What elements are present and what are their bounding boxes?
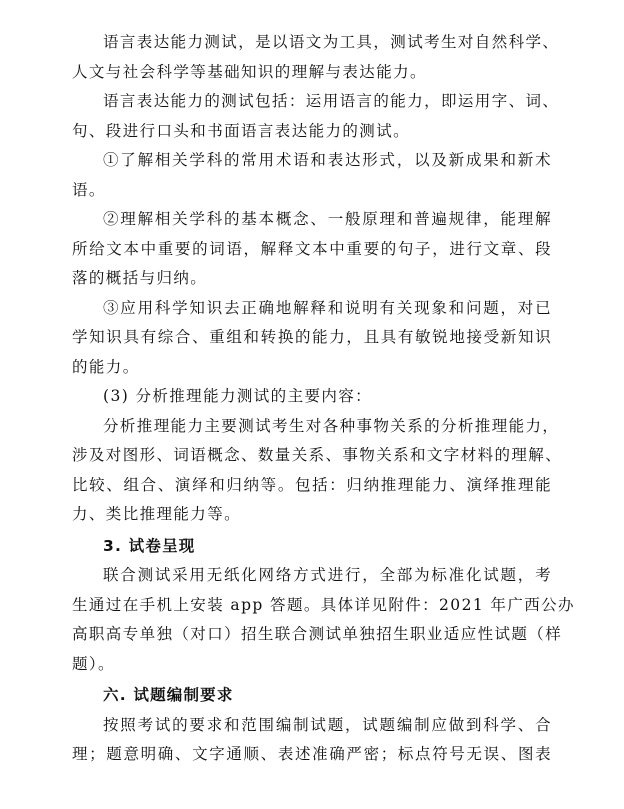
paragraph-item-writing-requirements (72, 711, 552, 770)
text-line: ③应用科学知识去正确地解释和说明有关现象和问题，对已 (103, 298, 552, 317)
text-line: 的能力。 (72, 357, 140, 376)
document-page (72, 28, 575, 770)
paragraph-reasoning-heading (72, 382, 552, 412)
paragraph-item-3 (72, 294, 552, 383)
text-line: 涉及对图形、词语概念、数量关系、事物关系和文字材料的理解、 (72, 446, 563, 464)
text-line: 人文与社会科学等基础知识的理解与表达能力。 (72, 62, 427, 81)
section-heading-item-writing-requirements: 六. 试题编制要求 (103, 686, 234, 704)
text-line: (3) 分析推理能力测试的主要内容： (103, 387, 373, 405)
text-line: ②理解相关学科的基本概念、一般原理和普遍规律，能理解 (103, 210, 552, 228)
paragraph-reasoning-test (72, 412, 563, 530)
text-line: 按照考试的要求和范围编制试题，试题编制应做到科学、合 (103, 715, 552, 734)
paragraph-exam-presentation (72, 561, 575, 679)
text-line: 学知识具有综合、重组和转换的能力，且具有敏锐地接受新知识 (72, 328, 552, 346)
section-heading-exam-presentation: 3. 试卷呈现 (103, 536, 196, 555)
text-line: 语言表达能力测试，是以语文为工具，测试考生对自然科学、 (103, 33, 560, 51)
paragraph-item-1 (72, 146, 552, 205)
paragraph-language-test-scope (72, 87, 560, 146)
text-line: 比较、组合、演绎和归纳等。包括：归纳推理能力、演绎推理能 (72, 475, 552, 494)
text-line: 语言表达能力的测试包括：运用语言的能力，即运用字、词、 (103, 92, 560, 110)
text-line: 语。 (72, 180, 106, 199)
text-line: 题）。 (72, 654, 115, 673)
text-line: 高职高专单独（对口）招生联合测试单独招生职业适应性试题（样 (72, 625, 563, 643)
text-line: ①了解相关学科的常用术语和表达形式，以及新成果和新术 (103, 151, 552, 169)
text-line: 分析推理能力主要测试考生对各种事物关系的分析推理能力， (103, 416, 560, 435)
text-line: 联合测试采用无纸化网络方式进行，全部为标准化试题，考 (103, 566, 552, 584)
text-line: 力、类比推理能力等。 (72, 505, 242, 523)
text-line: 理；题意明确、文字通顺、表述准确严密；标点符号无误、图表 (72, 745, 552, 763)
text-line: 句、段进行口头和书面语言表达能力的测试。 (72, 121, 411, 140)
paragraph-language-test (72, 28, 560, 87)
text-line: 落的概括与归纳。 (72, 269, 208, 287)
text-line: 所给文本中重要的词语，解释文本中重要的句子，进行文章、段 (72, 239, 552, 258)
paragraph-item-2 (72, 205, 552, 294)
text-line: 生通过在手机上安装 app 答题。具体详见附件：2021 年广西公办 (72, 595, 575, 614)
